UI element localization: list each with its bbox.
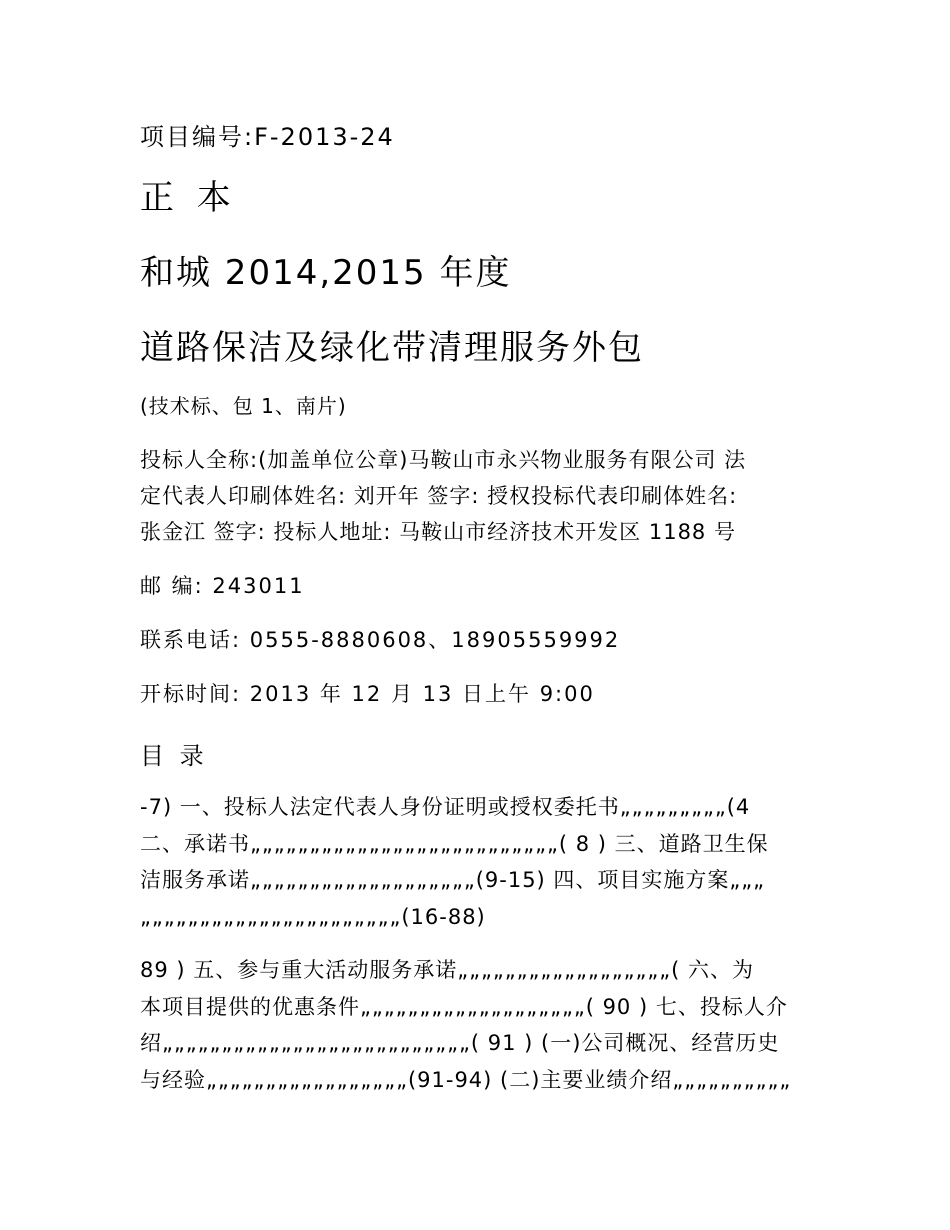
project-number: 项目编号:F-2013-24: [140, 123, 395, 151]
bid-opening-time: 开标时间: 2013 年 12 月 13 日上午 9:00: [140, 682, 595, 706]
toc-line: 二、承诺书„„„„„„„„„„„„„„„„„„„„„„„„„„( 8 ) 三、道路卫生保: [140, 831, 769, 856]
contact-phone: 联系电话: 0555-8880608、18905559992: [140, 628, 621, 652]
toc-line: 本项目提供的优惠条件„„„„„„„„„„„„„„„„„„„( 90 ) 七、投标人介: [140, 994, 788, 1019]
toc-paragraph-1: [140, 789, 820, 935]
toc-line: 洁服务承诺„„„„„„„„„„„„„„„„„„„(9-15) 四、项目实施方案„„„: [140, 868, 766, 892]
toc-line: -7) 一、投标人法定代表人身份证明或授权委托书„„„„„„„„„(4: [140, 795, 751, 819]
bidder-info-line: 投标人全称:(加盖单位公章)马鞍山市永兴物业服务有限公司 法: [140, 448, 747, 472]
toc-paragraph-2: [140, 952, 820, 1098]
postal-code: 邮 编: 243011: [140, 574, 305, 598]
document-subtitle: (技术标、包 1、南片): [140, 394, 347, 418]
bidder-info-line: 定代表人印刷体姓名: 刘开年 签字: 授权投标代表印刷体姓名:: [140, 484, 738, 508]
toc-line: 与经验„„„„„„„„„„„„„„„„„(91-94) (二)主要业绩介绍„„„„„„„„„„: [140, 1067, 792, 1092]
toc-line: 89 ) 五、参与重大活动服务承诺„„„„„„„„„„„„„„„„„„( 六、为: [140, 958, 754, 982]
toc-line: 绍„„„„„„„„„„„„„„„„„„„„„„„„„„( 91 ) (一)公司概况、经营历史: [140, 1031, 780, 1055]
document-title-line-2: 道路保洁及绿化带清理服务外包: [140, 328, 644, 368]
copy-type-label: 正 本: [140, 178, 237, 218]
toc-line: „„„„„„„„„„„„„„„„„„„„„„(16-88): [140, 904, 486, 929]
document-title-line-1: 和城 2014,2015 年度: [140, 253, 512, 293]
bidder-info: [140, 442, 820, 550]
toc-heading: 目 录: [140, 742, 208, 770]
bidder-info-line: 张金江 签字: 投标人地址: 马鞍山市经济技术开发区 1188 号: [140, 520, 736, 544]
